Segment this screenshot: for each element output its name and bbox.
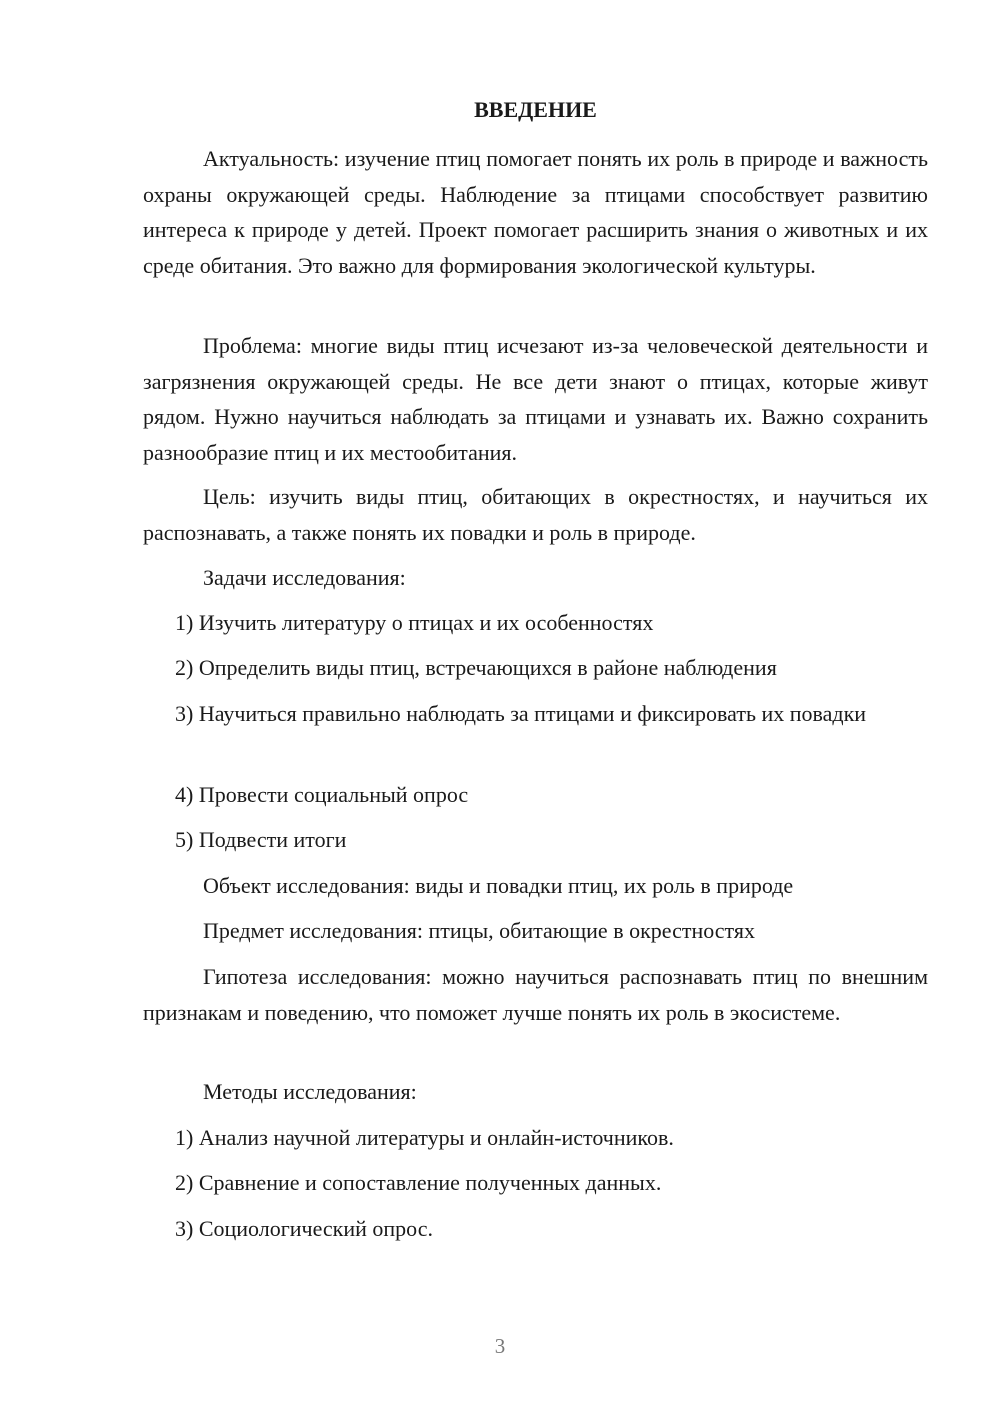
paragraph-hypothesis: Гипотеза исследования: можно научиться распознавать птиц по внешним признакам и поведению, что поможет лучше понять их роль в экосистеме. [143,964,928,1025]
paragraph-subject: Предмет исследования: птицы, обитающие в окрестностях [203,918,755,943]
paragraph-problem: Проблема: многие виды птиц исчезают из-за человеческой деятельности и загрязнения окружающей среды. Не все дети знают о птицах, которые живут рядом. Нужно научиться наблюдать за птицами и узнавать их. Важно сохранить разнообразие птиц и их местообитания. [143,333,928,465]
tasks-heading: Задачи исследования: [203,565,406,590]
paragraph-object: Объект исследования: виды и повадки птиц, их роль в природе [203,873,794,898]
task-item-4: 4) Провести социальный опрос [175,782,469,807]
method-item-1: 1) Анализ научной литературы и онлайн-источников. [175,1125,674,1150]
method-item-2: 2) Сравнение и сопоставление полученных данных. [175,1170,662,1195]
page-number: 3 [494,1334,506,1358]
task-item-3: 3) Научиться правильно наблюдать за птицами и фиксировать их повадки [175,701,867,726]
task-item-5: 5) Подвести итоги [175,827,347,852]
section-title: ВВЕДЕНИЕ [474,97,597,122]
document-page [143,0,928,1414]
methods-heading: Методы исследования: [203,1079,417,1104]
task-item-2: 2) Определить виды птиц, встречающихся в районе наблюдения [175,655,777,680]
task-item-1: 1) Изучить литературу о птицах и их особенностях [175,610,654,635]
paragraph-goal: Цель: изучить виды птиц, обитающих в окрестностях, и научиться их распознавать, а также понять их повадки и роль в природе. [143,484,928,545]
method-item-3: 3) Социологический опрос. [175,1216,433,1241]
paragraph-relevance: Актуальность: изучение птиц помогает понять их роль в природе и важность охраны окружающей среды. Наблюдение за птицами способствует развитию интереса к природе у детей. Проект помогает расширить знания о животных и их среде обитания. Это важно для формирования экологической культуры. [143,146,928,278]
